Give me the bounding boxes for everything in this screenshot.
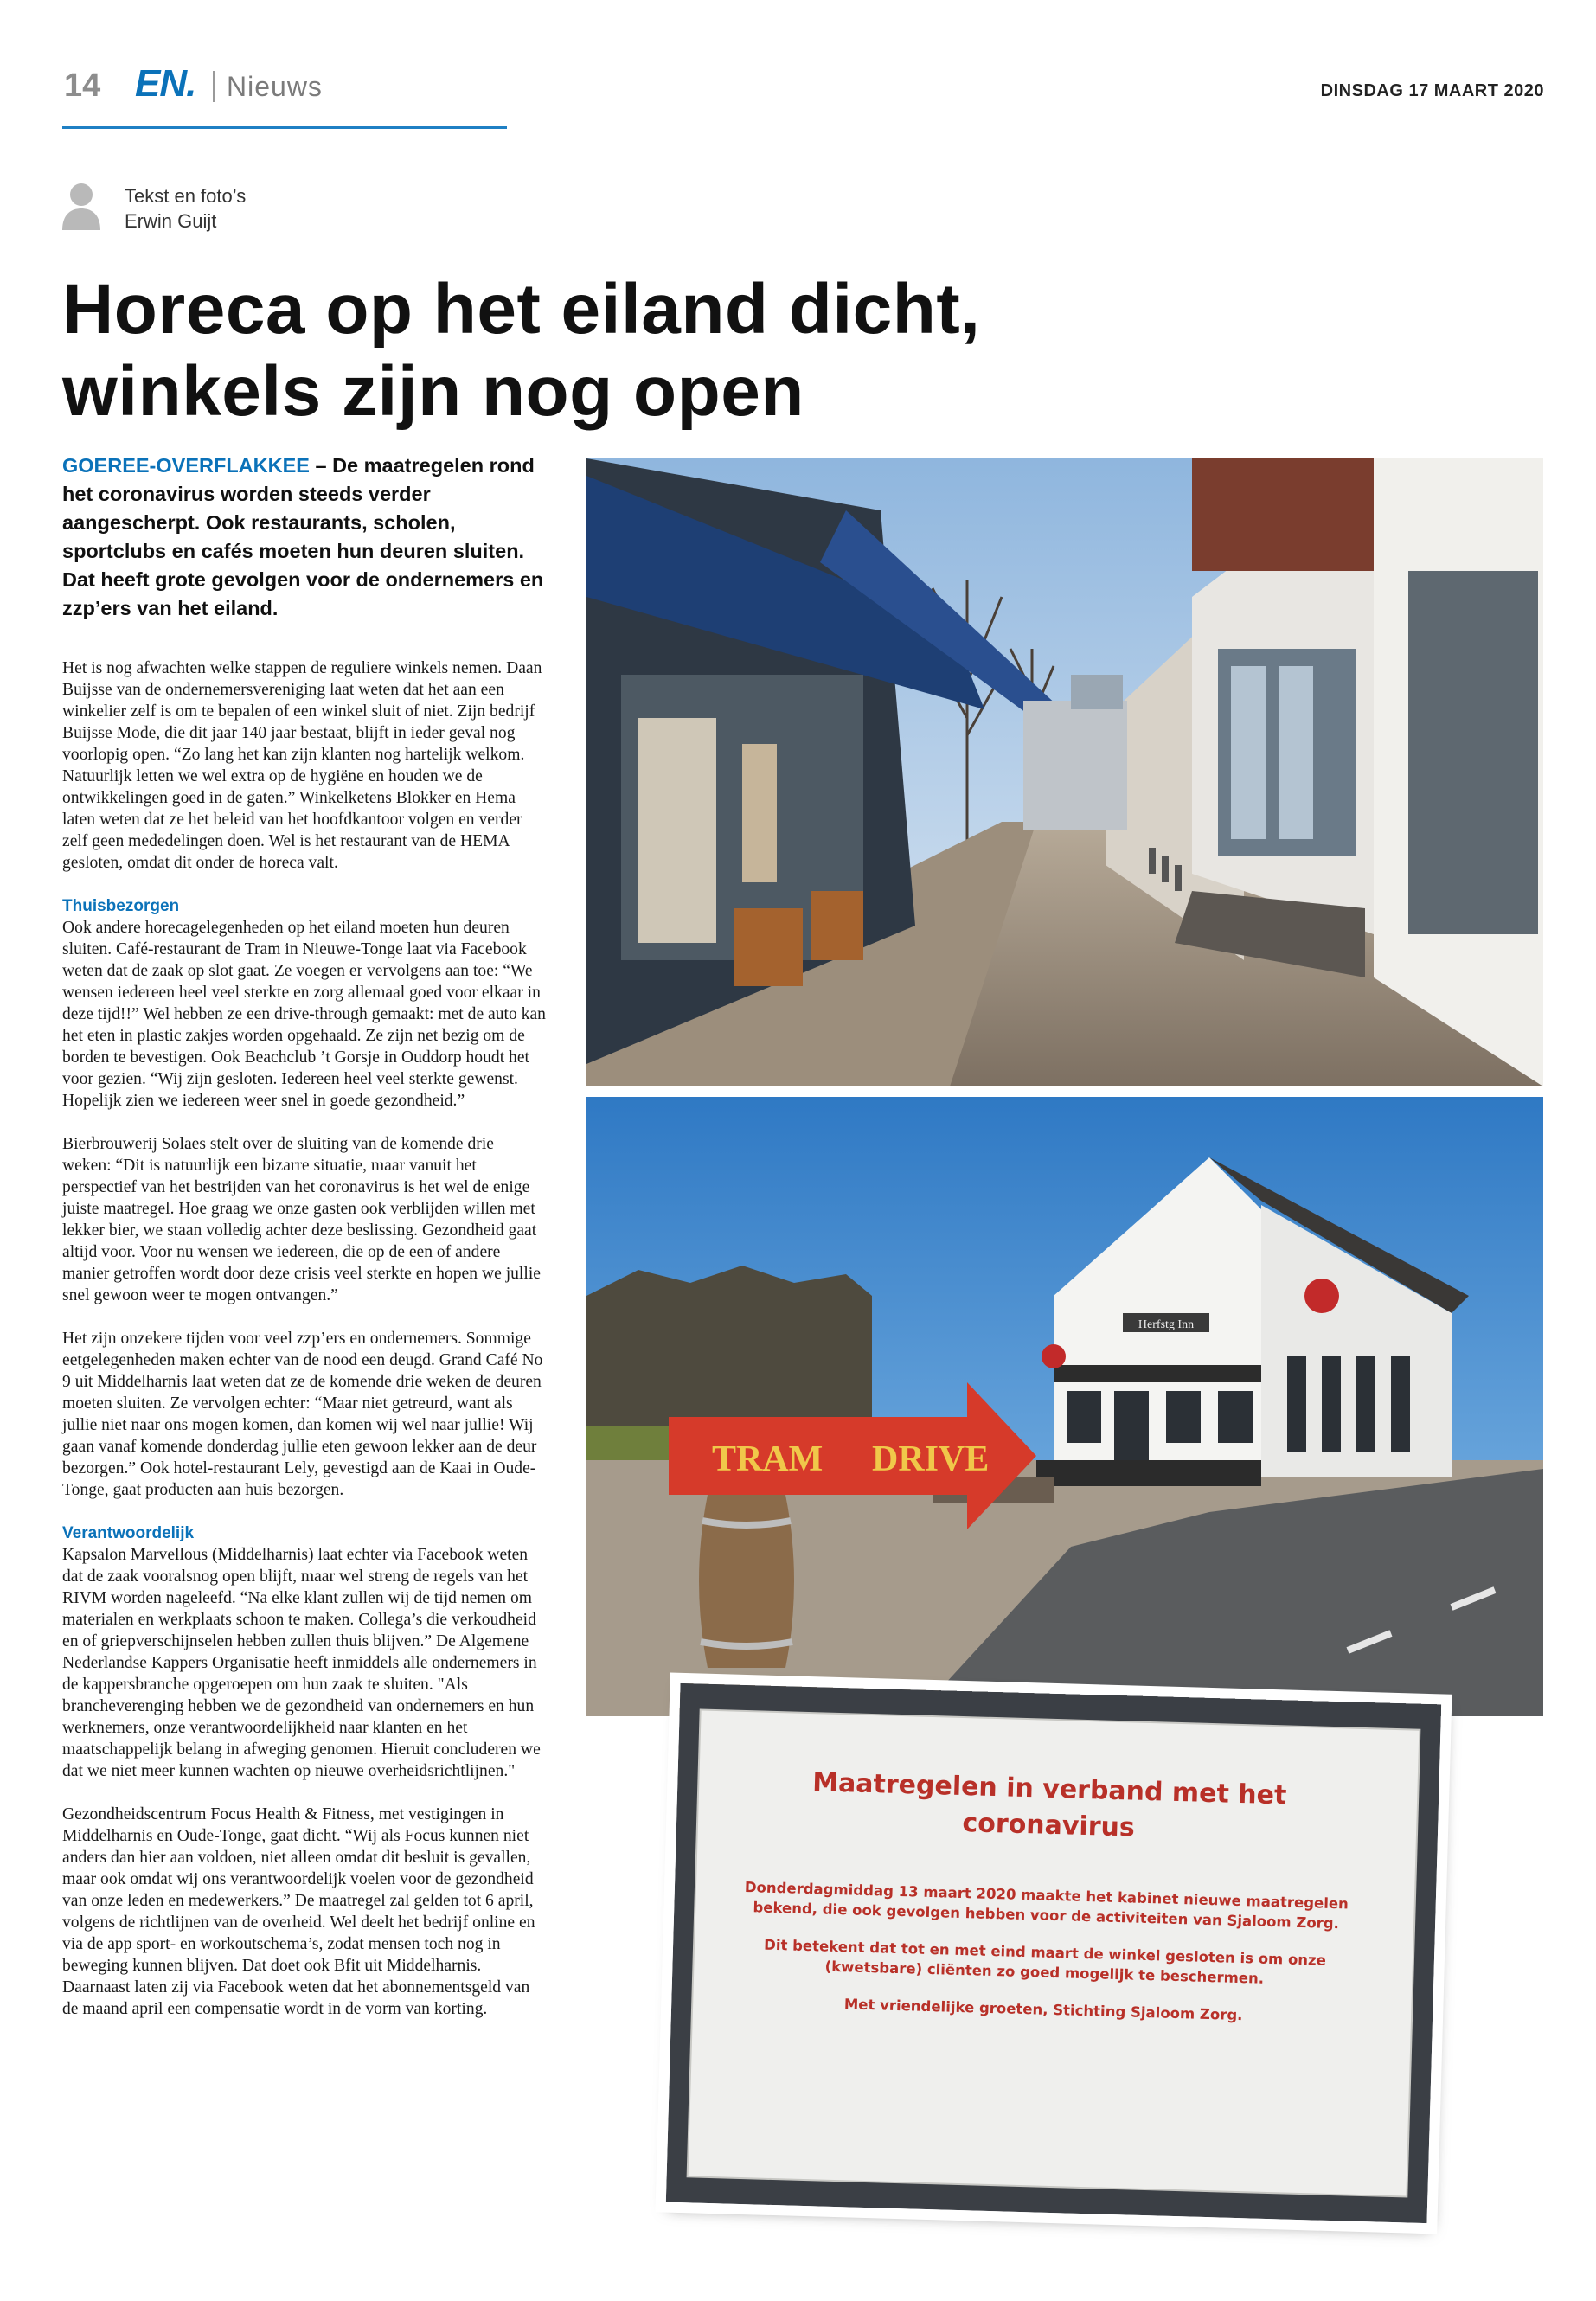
notice-paragraph-2: Dit betekent dat tot en met eind maart de winkel gesloten is om onze (kwetsbare) cliënten zo goed mogelijk te beschermen. [763,1936,1327,1987]
photo-shopping-street [586,458,1543,1086]
facade-name-board: Herfstg Inn [1138,1318,1195,1331]
article-headline [62,268,1014,433]
lead-dateline: GOEREE-OVERFLAKKEE [62,454,310,477]
photo-cafe-de-tram [586,1097,1543,1716]
body-paragraph-2: Ook andere horecagelegenheden op het eiland moeten hun deuren sluiten. Café-restaurant de Tram in Nieuwe-Tonge laat via Facebook weten dat de zaak op slot gaat. Ze voegen er vervolgens aan toe: “We wensen iedereen heel veel sterkte en zorg allemaal goed voor elkaar in deze tijd!!” Wel hebben ze een drive-through gemaakt: met de auto kan het eten in plastic zakjes worden opgehaald. Ze zijn net bezig om de borden te bevestigen. Ook Beachclub ’t Gorsje in Ouddorp houdt het voor gezien. “Wij zijn gesloten. Iedereen heel veel sterkte gewenst. Hopelijk zien we iedereen weer snel in goede gezondheid.” [62,919,546,1110]
notice-paragraph-1: Donderdagmiddag 13 maart 2020 maakte het kabinet nieuwe maatregelen bekend, die ook gevolgen hebben voor de activiteiten van Sjaloom Zorg. [744,1879,1349,1932]
notice-signature: Met vriendelijke groeten, Stichting Sjaloom Zorg. [843,1996,1243,2024]
notice-title-line-2: coronavirus [962,1808,1136,1843]
header-rule [62,126,507,129]
article-body [62,657,547,2020]
lead-text: – De maatregelen rond het coronavirus worden steeds verder aangescherpt. Ook restaurants, scholen, sportclubs en cafés moeten hun deuren sluiten. Dat heeft grote gevolgen voor de ondernemers en zzp’ers van het eiland. [62,454,544,619]
byline [125,183,246,234]
drive-sign-text: DRIVE [872,1439,990,1479]
page-number: 14 [64,67,101,104]
newspaper-logo: EN. [135,62,196,105]
subheading-thuisbezorgen: Thuisbezorgen [62,897,180,915]
photo-notice-sign [666,1683,1441,2223]
notice-text [666,1683,1441,2223]
author-avatar-icon [61,182,102,230]
body-paragraph-1: Het is nog afwachten welke stappen de reguliere winkels nemen. Daan Buijsse van de ondernemersvereniging laat weten dat het aan een winkelier zelf is om te bepalen of een winkel sluit of niet. Zijn bedrijf Buijsse Mode, die dit jaar 140 jaar bestaat, blijft in ieder geval nog voorlopig open. “Zo lang het kan zijn klanten nog hartelijk welkom. Natuurlijk letten we wel extra op de hygiëne en houden we de ontwikkelingen goed in de gaten.” Winkelketens Blokker en Hema laten weten dat ze het beleid van het hoofdkantoor volgen en verder zelf geen mededelingen doen. Wel is het restaurant van de HEMA gesloten, omdat dit onder de horeca valt. [62,659,542,872]
header-separator [213,71,215,102]
byline-author: Erwin Guijt [125,210,217,232]
headline-line-2: winkels zijn nog open [62,352,804,431]
notice-body [722,1876,1367,2046]
street-illustration [586,458,1543,1086]
body-paragraph-3: Bierbrouwerij Solaes stelt over de sluiting van de komende drie weken: “Dit is natuurlijk een bizarre situatie, maar vanuit het perspectief van het bestrijden van het coronavirus is het wel de enige juiste maatregel. Hoe graag we onze gasten ook verblijden willen met lekker bier, we staan volledig achter deze beslissing. Gezondheid gaat altijd voor. Voor nu wensen we iedereen, die op de een of andere manier getroffen wordt door deze crisis veel sterkte en hopen we jullie snel gewoon weer te mogen ontvangen.” [62,1135,541,1304]
body-paragraph-5: Kapsalon Marvellous (Middelharnis) laat echter via Facebook weten dat de zaak vooralsnog open blijft, maar wel streng de regels van het RIVM worden nageleefd. “Na elke klant zullen wij de tijd nemen om materialen en werkplaats schoon te maken. Collega’s die verkoudheid en of griepverschijnselen hebben zullen thuis blijven.” De Algemene Nederlandse Kappers Organisatie heeft inmiddels alle ondernemers in de kappersbranche opgeroepen om hun zaak te sluiten. "Als brancheverenging hebben we de gezondheid van ondernemers en hun werknemers, onze verantwoordelijkheid naar klanten en het maatschappelijk belang in afweging genomen. Hieruit concluderen we dat we niet meer kunnen wachten op nieuwe overheidsrichtlijnen." [62,1546,541,1780]
issue-date: DINSDAG 17 MAART 2020 [1320,81,1544,100]
subheading-verantwoordelijk: Verantwoordelijk [62,1524,195,1542]
headline-line-1: Horeca op het eiland dicht, [62,270,981,349]
tram-sign-text: TRAM [712,1439,824,1479]
notice-title [728,1762,1370,1853]
body-paragraph-6: Gezondheidscentrum Focus Health & Fitness, met vestigingen in Middelharnis en Oude-Tonge, gaat dicht. “Wij als Focus kunnen niet anders dan hier aan voldoen, niet alleen omdat dit besluit is gevallen, maar ook omdat wij ons verantwoordelijk voelen voor de gezondheid van onze leden en medewerkers.” De maatregel zal gelden tot 6 april, volgens de richtlijnen van de overheid. Wel deelt het bedrijf online en via de app sport- en workoutschema’s, zodat mensen toch nog in beweging kunnen blijven. Dat doet ook Bfit uit Middelharnis. Daarnaast laten zij via Facebook weten dat het abonnementsgeld van de maand april een compensatie wordt in de vorm van korting. [62,1805,535,2018]
cafe-illustration [586,1097,1543,1716]
body-paragraph-4: Het zijn onzekere tijden voor veel zzp’ers en ondernemers. Sommige eetgelegenheden maken echter van de nood een deugd. Grand Café No 9 uit Middelharnis laat weten dat ze de komende drie weken de deuren moeten sluiten. Ze vervolgen echter: “Maar niet getreurd, want als jullie niet naar ons mogen komen, dan komen wij wel naar jullie! Wij gaan vanaf komende donderdag jullie eten gewoon lekker aan de deur bezorgen.” Ook hotel-restaurant Lely, gevestigd aan de Kaai in Oude-Tonge, gaat producten aan huis bezorgen. [62,1330,543,1499]
article-lead [62,452,547,623]
byline-label: Tekst en foto’s [125,185,247,207]
notice-title-line-1: Maatregelen in verband met het [811,1767,1287,1811]
section-label: Nieuws [227,71,323,102]
